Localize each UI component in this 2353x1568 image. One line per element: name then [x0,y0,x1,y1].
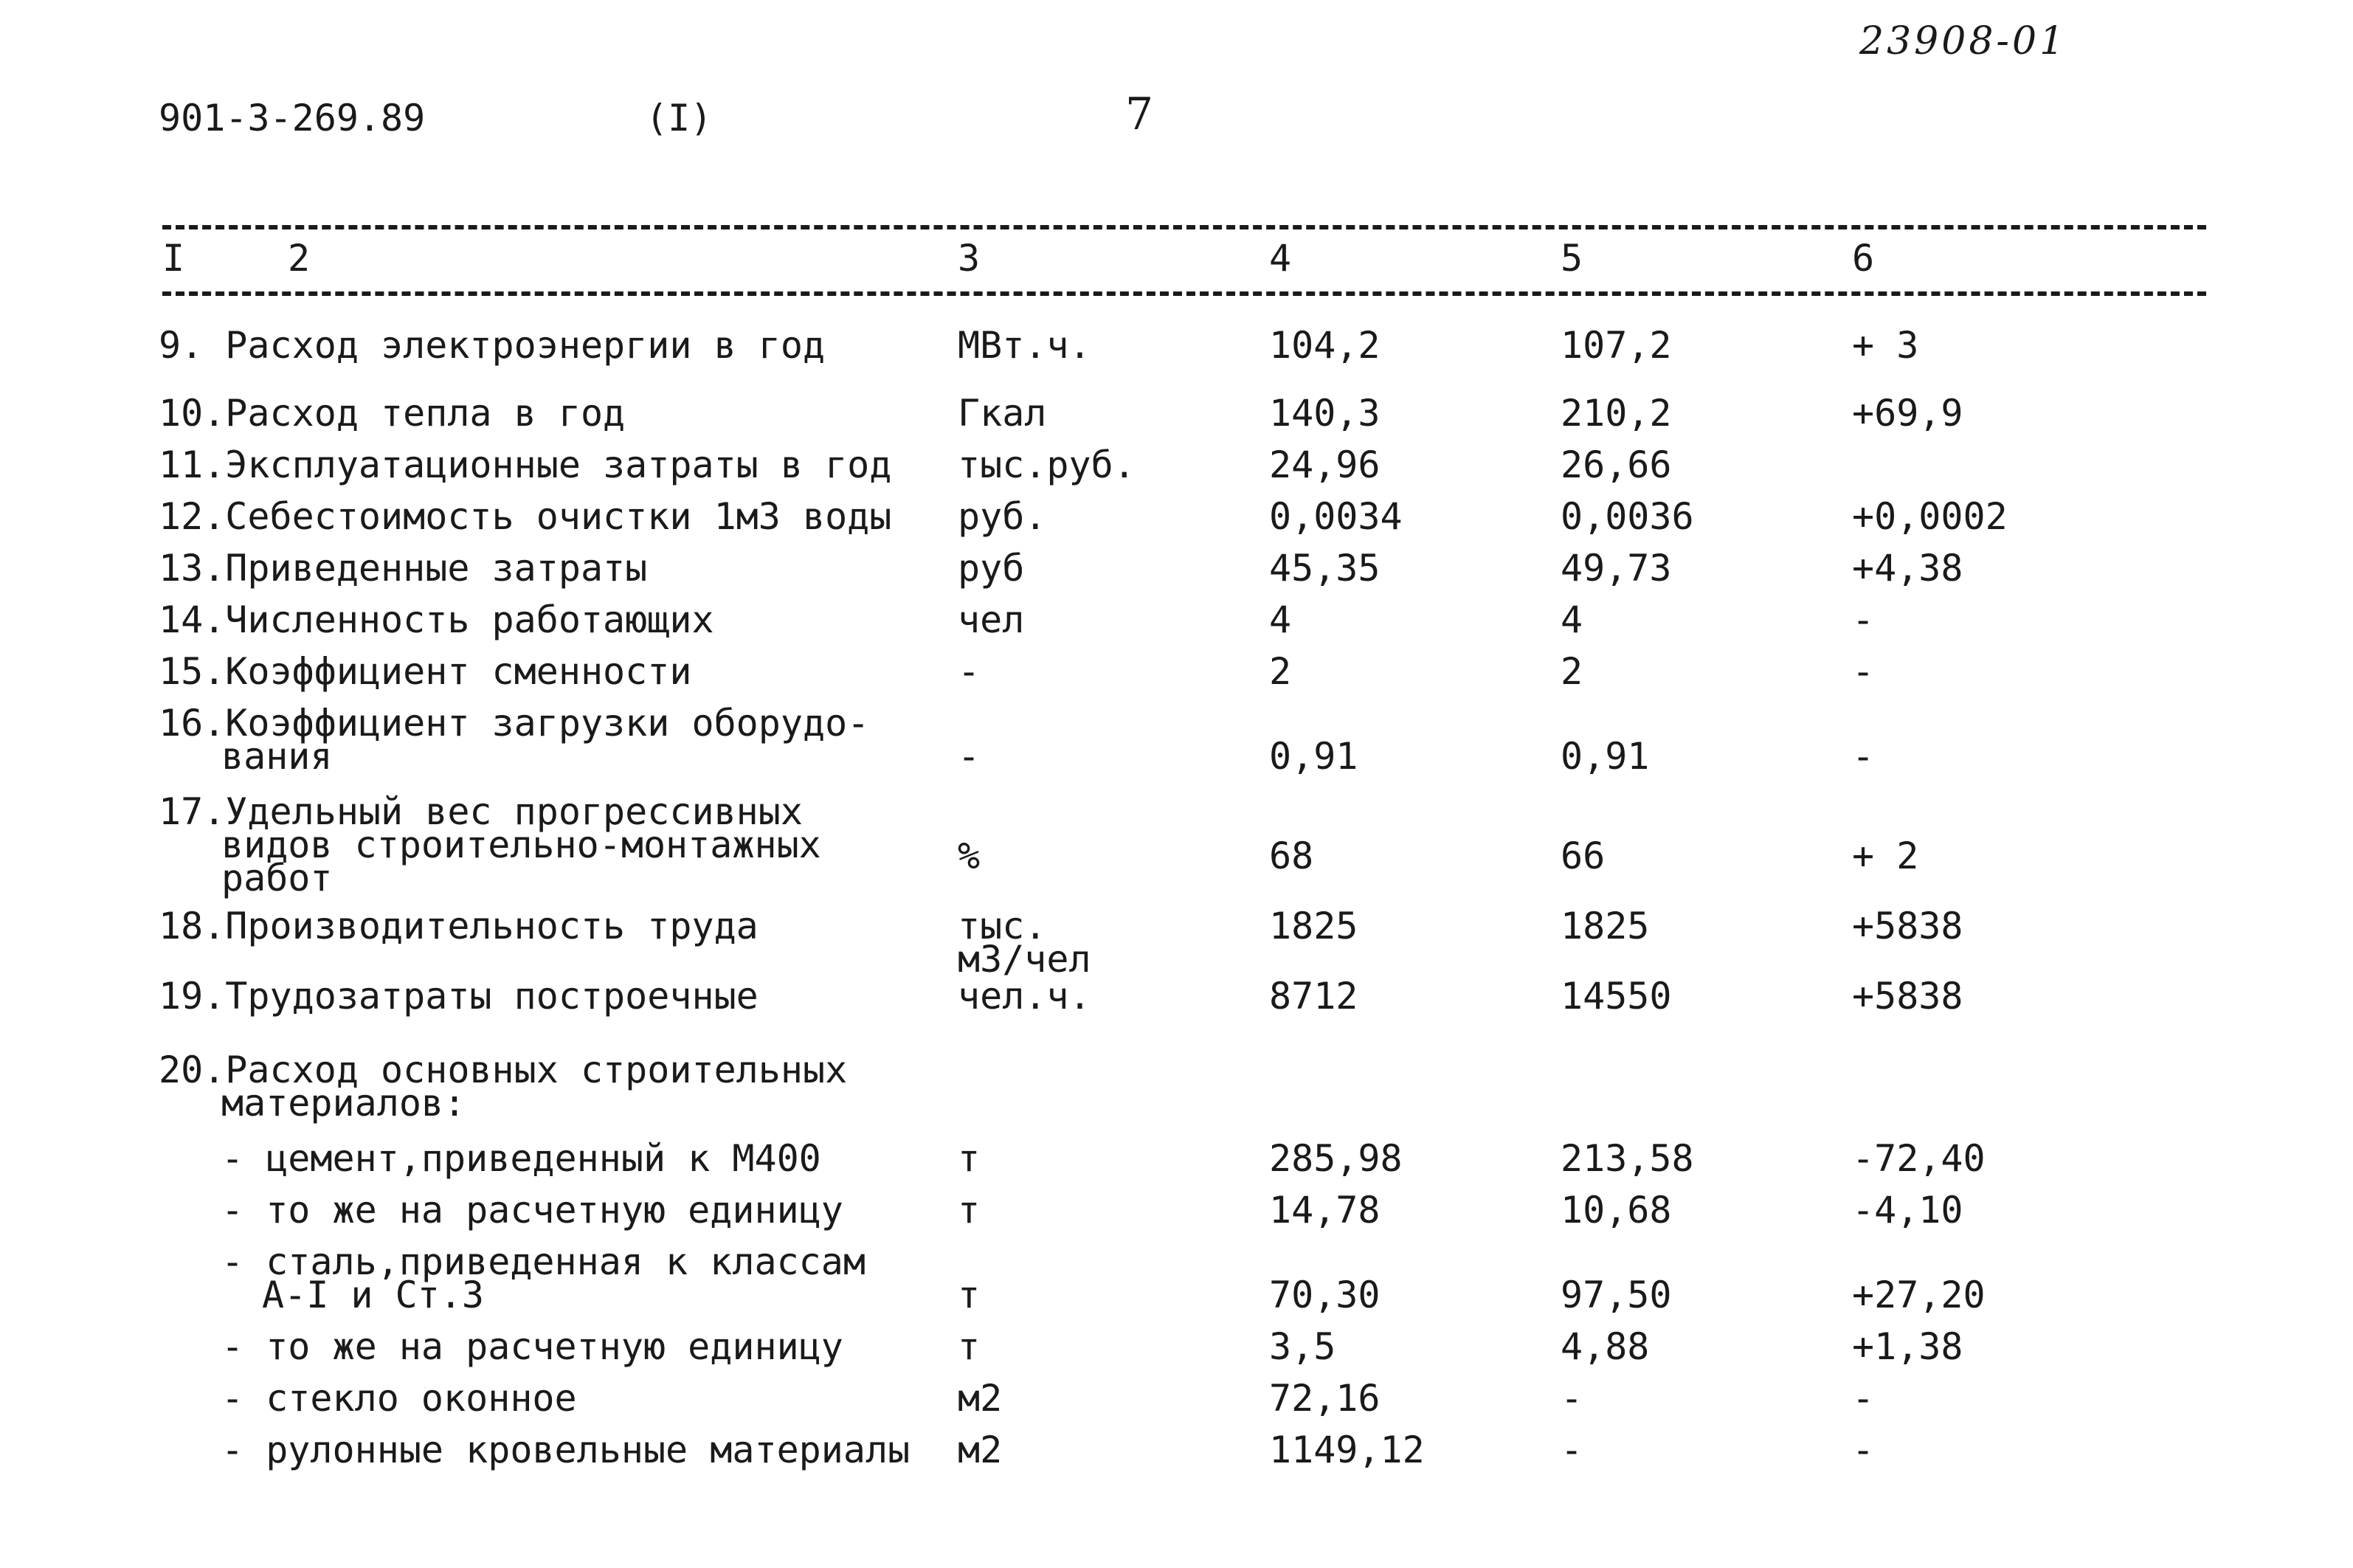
row-17-value-6: + 2 [1852,835,1919,877]
row-20d-value-5: 4,88 [1561,1325,1650,1368]
column-header-1: I [162,237,185,280]
row-20c-value-5: 97,50 [1561,1274,1672,1316]
row-10-value-6: +69,9 [1852,392,1963,435]
row-20a-value-6: -72,40 [1852,1137,1986,1180]
row-17-unit: % [958,835,981,877]
row-18-value-6: +5838 [1852,905,1963,947]
row-12-value-6: +0,0002 [1852,495,2008,538]
row-11-value-4: 24,96 [1269,443,1381,486]
row-9-value-4: 104,2 [1269,324,1381,367]
row-10-unit: Гкал [958,392,1047,435]
row-20b-value-4: 14,78 [1269,1189,1381,1232]
row-20f-value-6: - [1852,1429,1875,1471]
row-16-unit: - [958,735,981,778]
row-20c-name-line-1: - сталь,приведенная к классам [221,1240,865,1283]
row-16-value-4: 0,91 [1269,735,1358,778]
row-15-value-5: 2 [1561,650,1583,693]
row-18-unit-line-1: тыс. [958,905,1047,947]
row-12-value-5: 0,0036 [1561,495,1694,538]
row-13-unit: руб [958,547,1025,590]
table-header-rule [162,291,2206,296]
row-20e-value-4: 72,16 [1269,1377,1381,1420]
row-20e-value-5: - [1561,1377,1583,1420]
row-19-value-6: +5838 [1852,975,1963,1018]
row-20f-value-4: 1149,12 [1269,1429,1425,1471]
row-15-value-4: 2 [1269,650,1292,693]
row-18-value-5: 1825 [1561,905,1650,947]
row-15-unit: - [958,650,981,693]
row-19-value-5: 14550 [1561,975,1672,1018]
column-header-2: 2 [288,237,311,280]
row-20a-unit: т [958,1137,981,1180]
row-12-value-4: 0,0034 [1269,495,1403,538]
row-14-value-6: - [1852,598,1875,641]
row-9-name: 9. Расход электроэнергии в год [159,324,826,367]
row-20f-unit: м2 [958,1429,1003,1471]
row-16-value-5: 0,91 [1561,735,1650,778]
row-20a-value-5: 213,58 [1561,1137,1694,1180]
row-16-name-line-1: 16.Коэффициент загрузки оборудо- [159,702,870,745]
row-13-name: 13.Приведенные затраты [159,547,648,590]
row-19-value-4: 8712 [1269,975,1358,1018]
row-20d-value-4: 3,5 [1269,1325,1336,1368]
row-13-value-6: +4,38 [1852,547,1963,590]
row-14-unit: чел [958,598,1025,641]
row-16-value-6: - [1852,735,1875,778]
row-20c-value-4: 70,30 [1269,1274,1381,1316]
row-12-unit: руб. [958,495,1047,538]
row-9-unit: МВт.ч. [958,324,1091,367]
document-part: (I) [646,97,713,139]
row-18-value-4: 1825 [1269,905,1358,947]
row-9-value-6: + 3 [1852,324,1919,367]
row-20-name-line-2: материалов: [221,1082,466,1125]
row-20e-value-6: - [1852,1377,1875,1420]
page-number: 7 [1125,89,1154,140]
row-15-name: 15.Коэффициент сменности [159,650,692,693]
row-17-name-line-2: видов строительно-монтажных [221,823,821,866]
row-11-unit: тыс.руб. [958,443,1136,486]
row-18-name: 18.Производительность труда [159,905,759,947]
row-20b-value-6: -4,10 [1852,1189,1963,1232]
row-11-name: 11.Эксплуатационные затраты в год [159,443,892,486]
row-14-name: 14.Численность работающих [159,598,714,641]
row-20f-value-5: - [1561,1429,1583,1471]
row-20d-unit: т [958,1325,981,1368]
row-10-value-4: 140,3 [1269,392,1381,435]
row-20a-value-4: 285,98 [1269,1137,1403,1180]
column-header-3: 3 [958,237,981,280]
row-20d-name: - то же на расчетную единицу [221,1325,843,1368]
row-9-value-5: 107,2 [1561,324,1672,367]
row-17-value-4: 68 [1269,835,1314,877]
row-20f-name: - рулонные кровельные материалы [221,1429,911,1471]
row-13-value-4: 45,35 [1269,547,1381,590]
column-header-5: 5 [1561,237,1583,280]
row-20b-name: - то же на расчетную единицу [221,1189,843,1232]
row-20b-unit: т [958,1189,981,1232]
archive-stamp: 23908-01 [1859,19,2067,63]
row-17-value-5: 66 [1561,835,1606,877]
document-code: 901-3-269.89 [159,97,426,139]
row-20e-name: - стекло оконное [221,1377,577,1420]
row-20c-value-6: +27,20 [1852,1274,1986,1316]
row-14-value-4: 4 [1269,598,1292,641]
column-header-6: 6 [1852,237,1875,280]
row-17-name-line-3: работ [221,857,333,899]
row-19-name: 19.Трудозатраты построечные [159,975,759,1018]
row-20b-value-5: 10,68 [1561,1189,1672,1232]
row-16-name-line-2: вания [221,735,333,778]
row-12-name: 12.Себестоимость очистки 1м3 воды [159,495,892,538]
row-10-name: 10.Расход тепла в год [159,392,626,435]
row-13-value-5: 49,73 [1561,547,1672,590]
row-19-unit: чел.ч. [958,975,1091,1018]
row-20a-name: - цемент,приведенный к М400 [221,1137,821,1180]
row-18-unit-line-2: м3/чел [958,938,1091,981]
row-20c-name-line-2: А-I и Ст.3 [262,1274,485,1316]
row-17-name-line-1: 17.Удельный вес прогрессивных [159,790,803,833]
row-20c-unit: т [958,1274,981,1316]
table-top-rule [162,225,2206,229]
column-header-4: 4 [1269,237,1292,280]
row-11-value-5: 26,66 [1561,443,1672,486]
row-15-value-6: - [1852,650,1875,693]
row-20d-value-6: +1,38 [1852,1325,1963,1368]
row-14-value-5: 4 [1561,598,1583,641]
row-20-name-line-1: 20.Расход основных строительных [159,1049,848,1091]
row-10-value-5: 210,2 [1561,392,1672,435]
row-20e-unit: м2 [958,1377,1003,1420]
